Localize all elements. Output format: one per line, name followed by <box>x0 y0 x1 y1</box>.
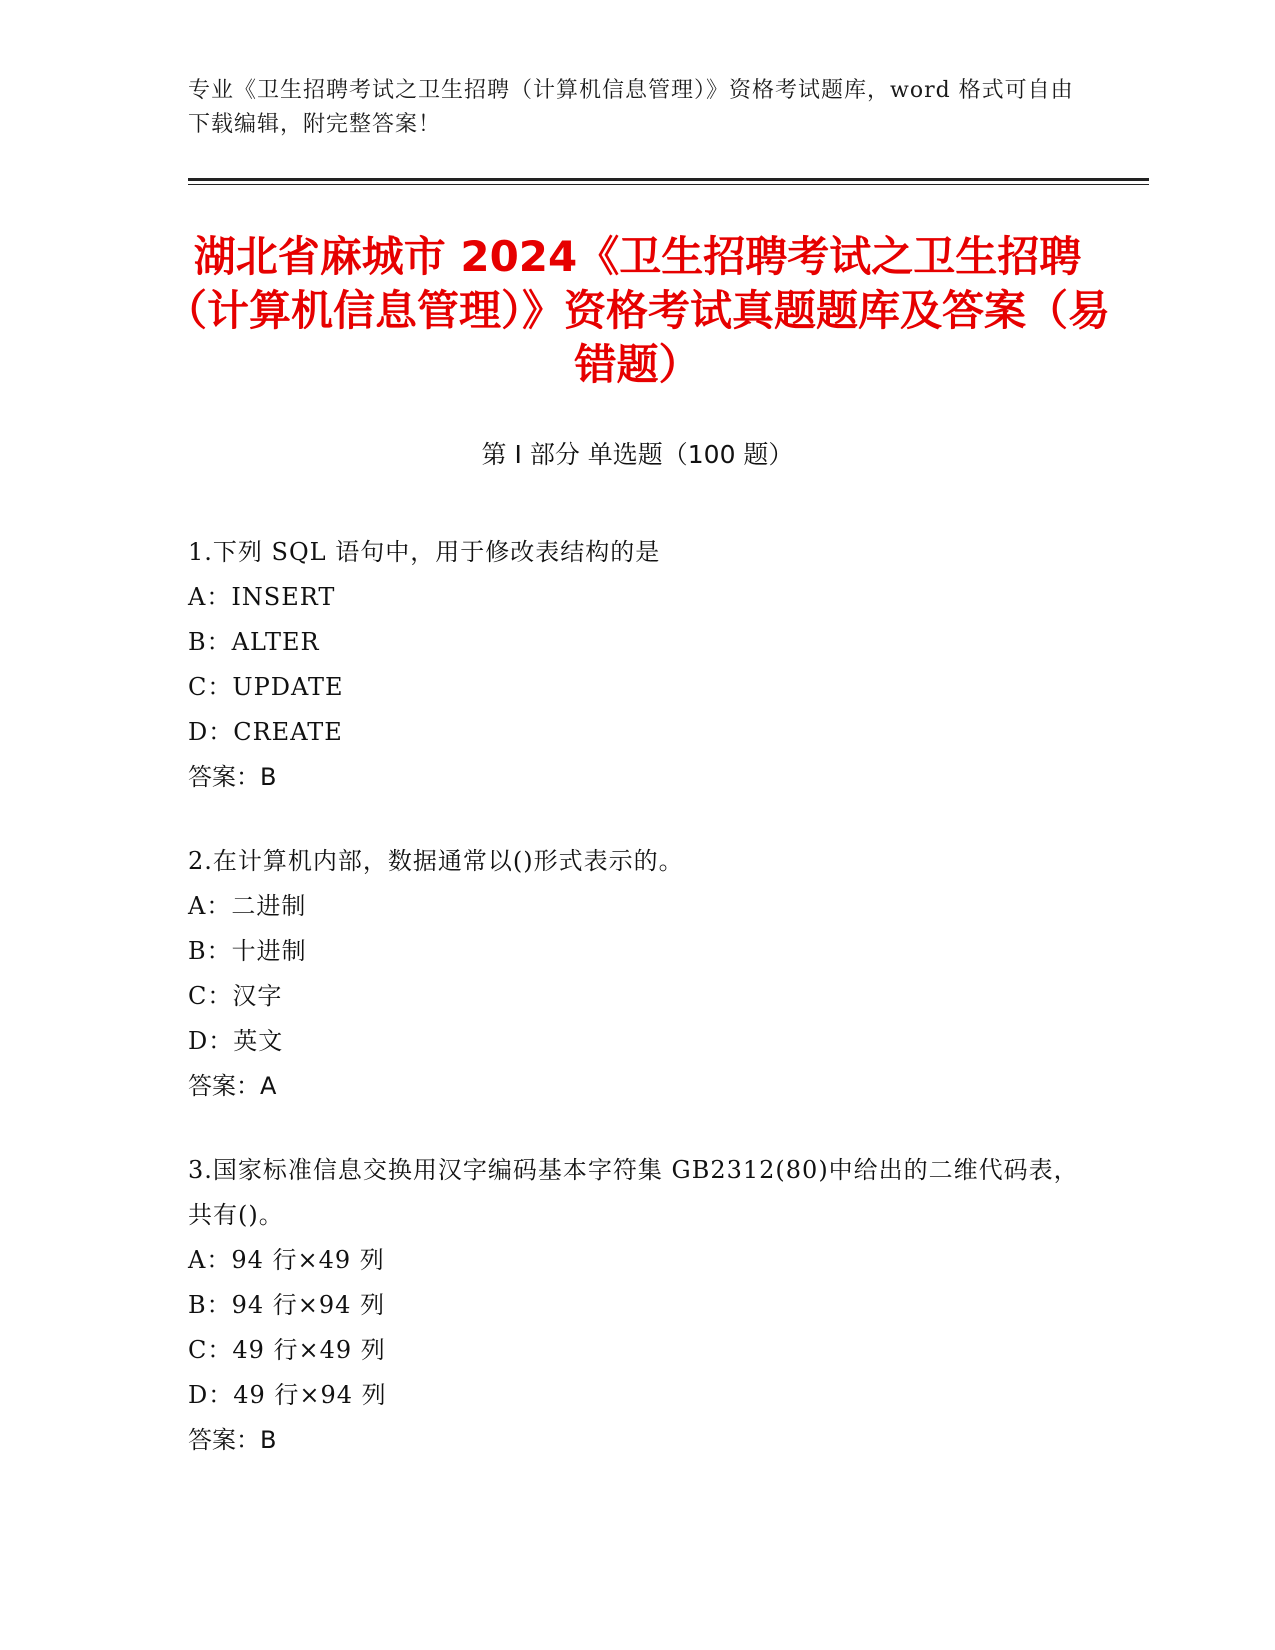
answer: 答案：B <box>188 1426 277 1454</box>
question-list <box>188 530 1088 1502</box>
option-d: D：49 行×94 列 <box>188 1381 387 1409</box>
option-a: A：INSERT <box>188 583 336 611</box>
header-note: 专业《卫生招聘考试之卫生招聘（计算机信息管理）》资格考试题库，word 格式可自由下载编辑，附完整答案！ <box>188 78 1074 137</box>
question-stem: 3.国家标准信息交换用汉字编码基本字符集 GB2312(80)中给出的二维代码表，共有()。 <box>188 1156 1079 1229</box>
header-divider-thin <box>188 184 1149 185</box>
option-a: A：二进制 <box>188 892 307 920</box>
question-1 <box>188 530 1088 800</box>
question-3 <box>188 1148 1088 1463</box>
option-c: C：汉字 <box>188 982 283 1010</box>
option-d: D：英文 <box>188 1027 284 1055</box>
option-b: B：ALTER <box>188 628 320 656</box>
question-2 <box>188 839 1088 1109</box>
header-divider-thick <box>188 178 1149 181</box>
document-title: 湖北省麻城市 2024《卫生招聘考试之卫生招聘（计算机信息管理）》资格考试真题题库及答案（易错题） <box>164 232 1110 389</box>
option-c: C：49 行×49 列 <box>188 1336 386 1364</box>
answer: 答案：B <box>188 763 277 791</box>
option-b: B：94 行×94 列 <box>188 1291 386 1319</box>
question-stem: 1.下列 SQL 语句中，用于修改表结构的是 <box>188 538 661 566</box>
answer: 答案：A <box>188 1072 277 1100</box>
option-a: A：94 行×49 列 <box>188 1246 385 1274</box>
section-title: 第 I 部分 单选题（100 题） <box>481 440 794 469</box>
option-b: B：十进制 <box>188 937 307 965</box>
option-c: C：UPDATE <box>188 673 344 701</box>
question-stem: 2.在计算机内部，数据通常以()形式表示的。 <box>188 847 684 875</box>
option-d: D：CREATE <box>188 718 343 746</box>
